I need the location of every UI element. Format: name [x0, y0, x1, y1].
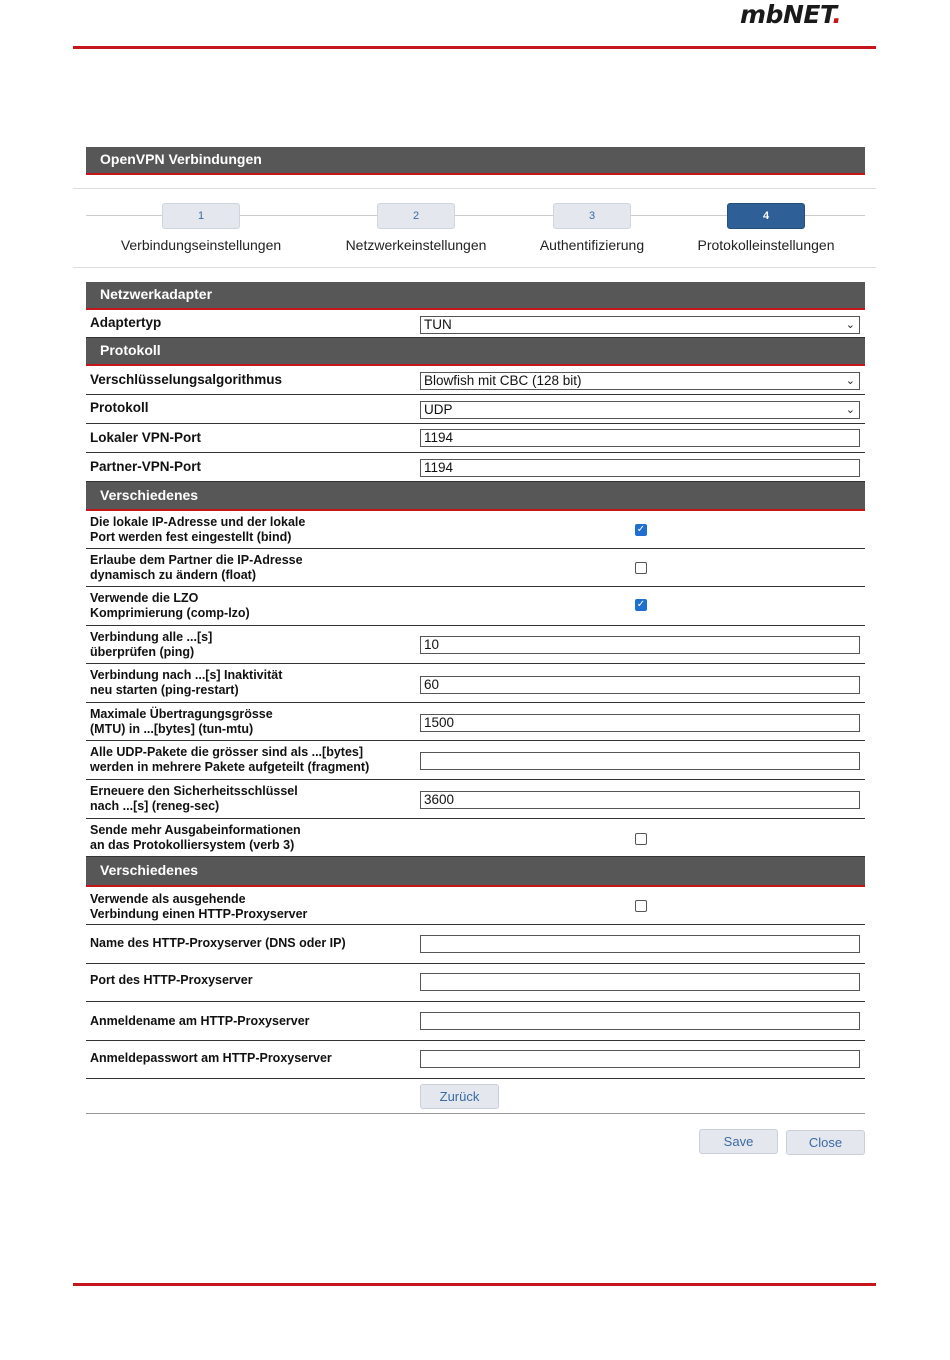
partner-port-input[interactable]: 1194	[420, 459, 860, 477]
proxy-use-checkbox[interactable]	[635, 900, 647, 912]
section-verschiedenes-2: Verschiedenes	[86, 857, 865, 887]
proxy-use-label: Verwende als ausgehende Verbindung einen HTTP-Proxyserver	[90, 892, 308, 921]
section-netzwerkadapter: Netzwerkadapter	[86, 282, 865, 310]
proxy-user-label: Anmeldename am HTTP-Proxyserver	[90, 1014, 310, 1028]
ping-label: Verbindung alle ...[s] überprüfen (ping)	[90, 630, 213, 659]
adaptertyp-label: Adaptertyp	[90, 315, 162, 330]
row-proxy-use	[86, 887, 865, 925]
proxy-name-input[interactable]	[420, 935, 860, 953]
proxy-name-label: Name des HTTP-Proxyserver (DNS oder IP)	[90, 936, 346, 950]
row-proxy-user	[86, 1002, 865, 1041]
close-button[interactable]: Close	[786, 1130, 865, 1155]
wizard-step-4-label: Protokolleinstellungen	[697, 237, 835, 253]
chevron-down-icon: ⌄	[845, 404, 855, 416]
check-icon: ✓	[636, 524, 646, 535]
wizard-step-1-label: Verbindungseinstellungen	[120, 237, 282, 253]
lokaler-port-label: Lokaler VPN-Port	[90, 430, 202, 445]
row-partner-port	[86, 453, 865, 482]
reneg-label: Erneuere den Sicherheitsschlüssel nach ...[s] (reneg-sec)	[90, 784, 298, 813]
lokaler-port-input[interactable]: 1194	[420, 429, 860, 447]
lzo-checkbox[interactable]	[635, 599, 647, 611]
mbnet-logo: mbNET.	[740, 0, 842, 29]
proxy-user-input[interactable]	[420, 1012, 860, 1030]
mtu-input[interactable]: 1500	[420, 714, 860, 732]
ping-restart-label: Verbindung nach ...[s] Inaktivität neu starten (ping-restart)	[90, 668, 283, 697]
row-bind	[86, 511, 865, 549]
proxy-pass-label: Anmeldepasswort am HTTP-Proxyserver	[90, 1051, 332, 1065]
partner-port-label: Partner-VPN-Port	[90, 459, 202, 474]
row-ping-restart	[86, 664, 865, 703]
wizard-step-3-button[interactable]: 3	[553, 203, 631, 229]
row-protokoll	[86, 395, 865, 424]
row-verb	[86, 819, 865, 857]
protokoll-select[interactable]: UDP ⌄	[420, 401, 860, 419]
chevron-down-icon: ⌄	[845, 375, 855, 387]
ping-restart-input[interactable]: 60	[420, 676, 860, 694]
proxy-pass-input[interactable]	[420, 1050, 860, 1068]
wizard-step-1-button[interactable]: 1	[162, 203, 240, 229]
save-button[interactable]: Save	[699, 1129, 778, 1154]
verb-checkbox[interactable]	[635, 833, 647, 845]
row-verschluesselung	[86, 366, 865, 395]
row-proxy-port	[86, 964, 865, 1002]
row-mtu	[86, 703, 865, 741]
row-lzo	[86, 587, 865, 626]
bind-label: Die lokale IP-Adresse und der lokale Port werden fest eingestellt (bind)	[90, 515, 306, 544]
wizard-bottom-divider	[73, 267, 876, 268]
chevron-down-icon: ⌄	[845, 319, 855, 331]
row-float	[86, 549, 865, 587]
row-adaptertyp	[86, 310, 865, 338]
verb-label: Sende mehr Ausgabeinformationen an das Protokolliersystem (verb 3)	[90, 823, 301, 852]
row-proxy-pass	[86, 1041, 865, 1079]
row-reneg	[86, 780, 865, 819]
mtu-label: Maximale Übertragungsgrösse (MTU) in ...[bytes] (tun-mtu)	[90, 707, 273, 736]
section-protokoll: Protokoll	[86, 338, 865, 366]
check-icon: ✓	[636, 599, 646, 610]
bind-checkbox[interactable]	[635, 524, 647, 536]
row-ping	[86, 626, 865, 664]
protokoll-label: Protokoll	[90, 400, 149, 415]
panel-title: OpenVPN Verbindungen	[86, 147, 865, 175]
footer-divider	[73, 1283, 876, 1286]
float-label: Erlaube dem Partner die IP-Adresse dynamisch zu ändern (float)	[90, 553, 303, 582]
row-proxy-name	[86, 925, 865, 964]
verschluesselung-select[interactable]: Blowfish mit CBC (128 bit) ⌄	[420, 372, 860, 390]
fragment-input[interactable]	[420, 752, 860, 770]
row-navigation	[86, 1079, 865, 1114]
row-fragment	[86, 741, 865, 780]
wizard-top-divider	[73, 188, 876, 189]
wizard-step-2-button[interactable]: 2	[377, 203, 455, 229]
ping-input[interactable]: 10	[420, 636, 860, 654]
wizard-step-4-button[interactable]: 4	[727, 203, 805, 229]
wizard-step-3-label: Authentifizierung	[539, 237, 645, 253]
row-lokaler-port	[86, 424, 865, 453]
lzo-label: Verwende die LZO Komprimierung (comp-lzo)	[90, 591, 250, 620]
reneg-input[interactable]: 3600	[420, 791, 860, 809]
proxy-port-label: Port des HTTP-Proxyserver	[90, 973, 253, 987]
back-button[interactable]: Zurück	[420, 1084, 499, 1109]
section-verschiedenes-1: Verschiedenes	[86, 482, 865, 511]
fragment-label: Alle UDP-Pakete die grösser sind als ...[bytes] werden in mehrere Pakete aufgeteilt (fragment)	[90, 745, 370, 774]
wizard-step-2-label: Netzwerkeinstellungen	[345, 237, 487, 253]
header-divider	[73, 46, 876, 49]
float-checkbox[interactable]	[635, 562, 647, 574]
verschluesselung-label: Verschlüsselungsalgorithmus	[90, 372, 283, 387]
adaptertyp-select[interactable]: TUN ⌄	[420, 316, 860, 334]
proxy-port-input[interactable]	[420, 973, 860, 991]
